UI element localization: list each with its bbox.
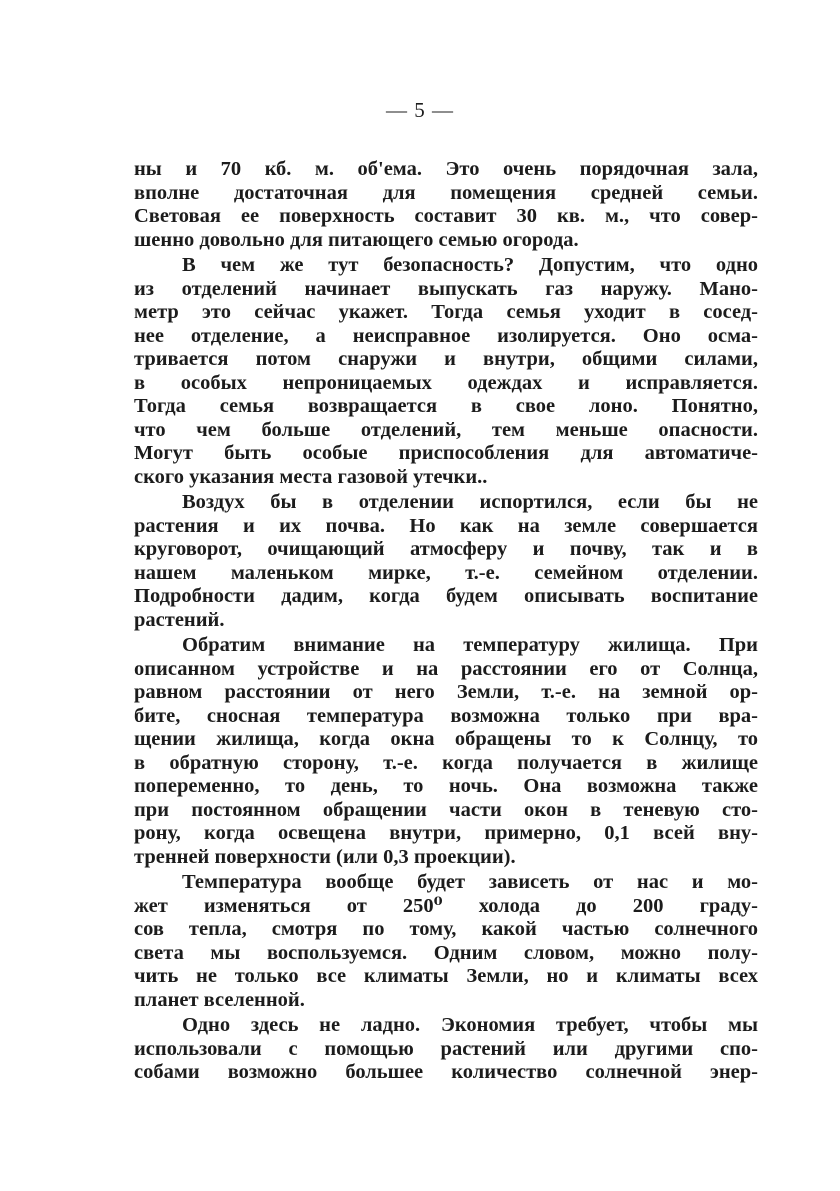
text-line: рону, когда освещена внутри, примерно, 0,1 всей вну- [134, 822, 758, 844]
paragraph [134, 634, 758, 869]
text-line: Тогда семья возвращается в свое лоно. Понятно, [134, 395, 758, 417]
text-line: Одно здесь не ладно. Экономия требует, чтобы мы [182, 1014, 758, 1036]
text-line: тривается потом снаружи и внутри, общими силами, [134, 348, 758, 370]
paragraph [134, 871, 758, 1012]
text-line: щении жилища, когда окна обращены то к Солнцу, то [134, 728, 758, 750]
text-line: собами возможно большее количество солнечной энер- [134, 1061, 758, 1083]
text-line: ского указания места газовой утечки.. [134, 465, 488, 488]
text-line: Обратим внимание на температуру жилища. При [182, 634, 758, 656]
paragraph [134, 1014, 758, 1085]
text-line: света мы воспользуемся. Одним словом, можно полу- [134, 941, 758, 964]
text-line: в особых непроницаемых одеждах и исправляется. [134, 371, 758, 394]
text-line: Воздух бы в отделении испортился, если бы не [182, 491, 758, 513]
text-line: растения и их почва. Но как на земле совершается [134, 514, 758, 537]
text-line: В чем же тут безопасность? Допустим, что одно [182, 254, 758, 276]
text-line: при постоянном обращении части окон в теневую сто- [134, 798, 758, 821]
text-line: Световая ее поверхность составит 30 кв. м., что совер- [134, 205, 758, 227]
text-line: метр это сейчас укажет. Тогда семья уходит в сосед- [134, 301, 758, 323]
body-text [134, 158, 758, 1085]
text-line: нее отделение, а неисправное изолируется. Оно осма- [134, 324, 758, 347]
text-line: Температура вообще будет зависеть от нас и мо- [182, 871, 758, 893]
text-line: Могут быть особые приспособления для автоматиче- [134, 442, 758, 464]
paragraph [134, 491, 758, 632]
paragraph [134, 158, 758, 252]
text-line: в обратную сторону, т.-е. когда получается в жилище [134, 751, 758, 774]
text-line: ны и 70 кб. м. об'ема. Это очень порядочная зала, [134, 158, 758, 180]
text-line: бите, сносная температура возможна только при вра- [134, 704, 758, 727]
text-line: планет вселенной. [134, 988, 305, 1011]
page-number: — 5 — [386, 98, 454, 122]
text-line: использовали с помощью растений или другими спо- [134, 1037, 758, 1060]
text-line: из отделений начинает выпускать газ наружу. Мано- [134, 277, 758, 300]
text-line: сов тепла, смотря по тому, какой частью солнечного [134, 918, 758, 940]
text-line: попеременно, то день, то ночь. Она возможна также [134, 775, 758, 797]
paragraph [134, 254, 758, 489]
text-line: вполне достаточная для помещения средней семьи. [134, 181, 758, 204]
text-line: растений. [134, 608, 225, 631]
text-line: круговорот, очищающий атмосферу и почву, так и в [134, 538, 758, 560]
text-line: чить не только все климаты Земли, но и климаты всех [134, 965, 758, 987]
text-line: Подробности дадим, когда будем описывать воспитание [134, 585, 758, 607]
text-line: равном расстоянии от него Земли, т.-е. на земной ор- [134, 681, 758, 703]
text-line: нашем маленьком мирке, т.-е. семейном отделении. [134, 561, 758, 584]
text-line: описанном устройстве и на расстоянии его от Солнца, [134, 657, 758, 680]
text-line: что чем больше отделений, тем меньше опасности. [134, 418, 758, 441]
text-line: шенно довольно для питающего семью огорода. [134, 228, 579, 251]
text-line: жет изменяться от 250⁰ холода до 200 граду- [134, 894, 758, 917]
text-line: тренней поверхности (или 0,3 проекции). [134, 845, 516, 868]
